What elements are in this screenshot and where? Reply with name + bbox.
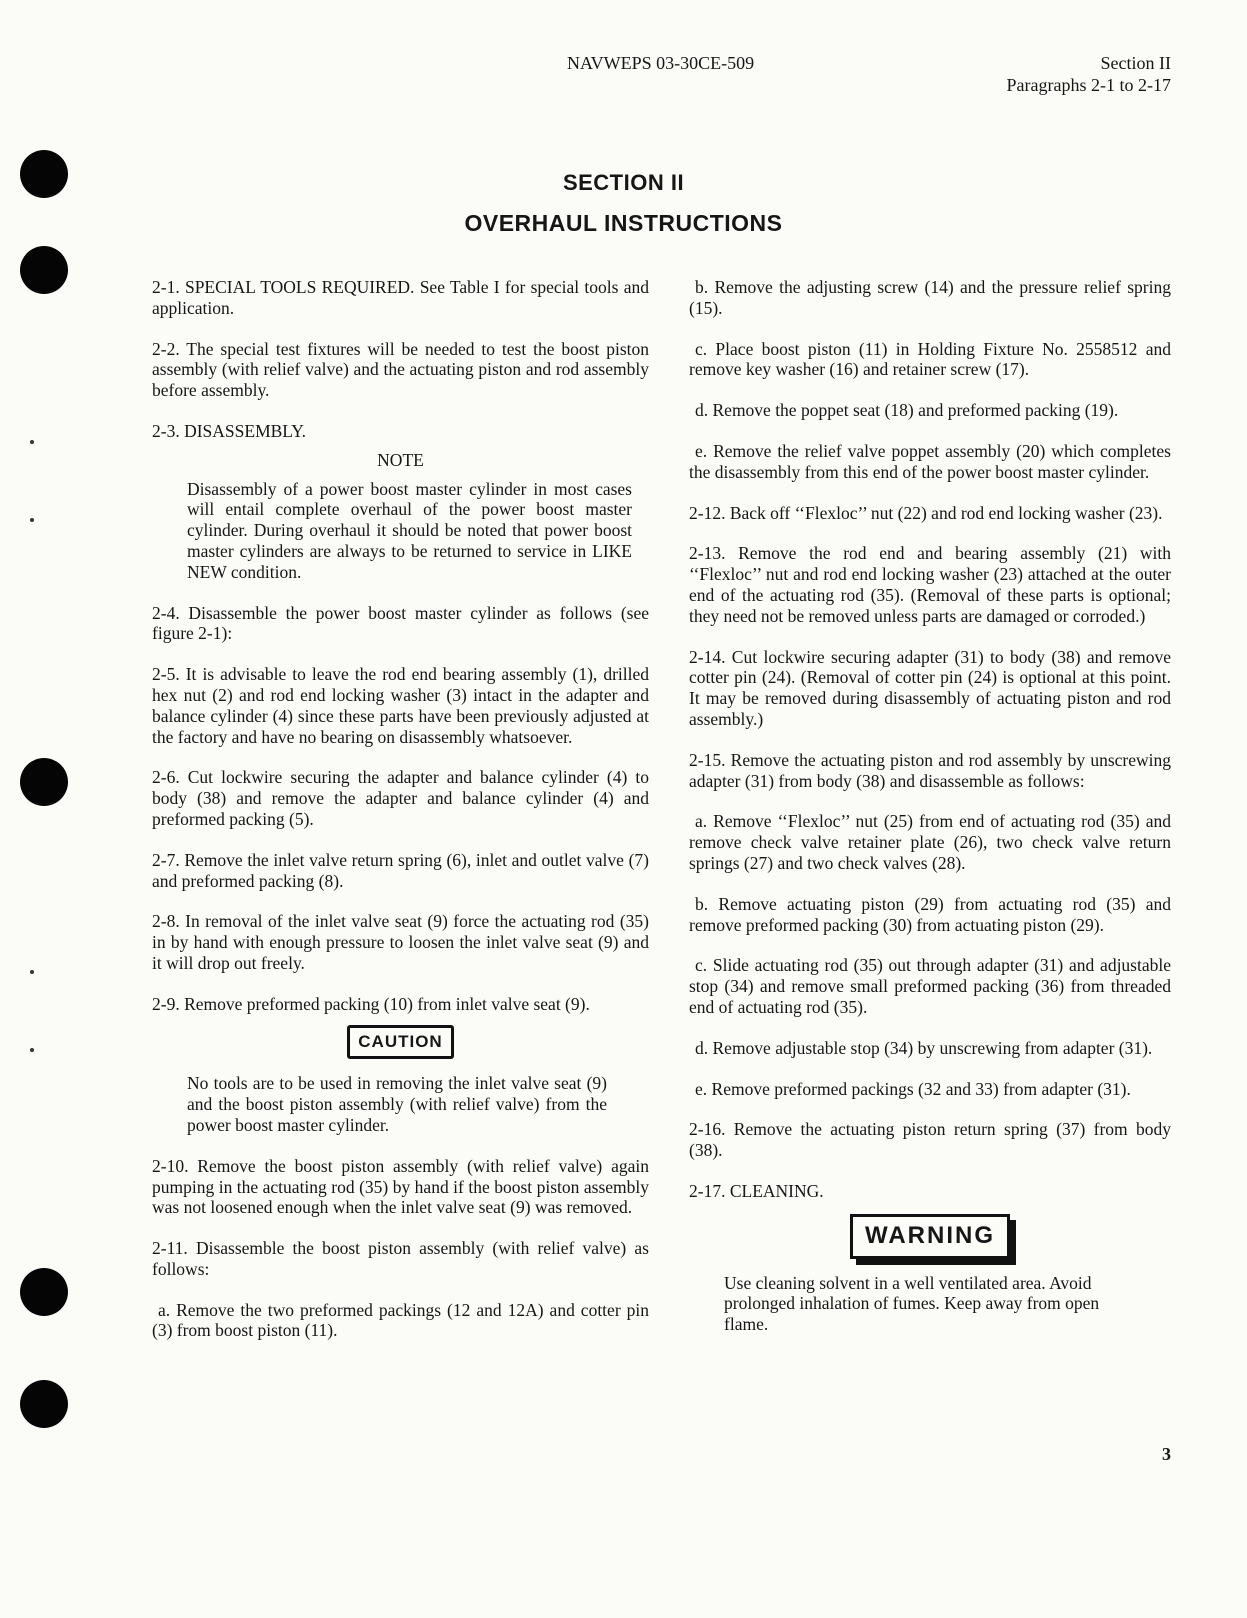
left-column bbox=[152, 277, 649, 1361]
para-2-5: 2-5. It is advisable to leave the rod end bearing assembly (1), drilled hex nut (2) and rod end locking washer (3) intact in the adapter and balance cylinder (4) since these parts have been previously adjusted at the factory and have no bearing on disassembly whatsoever. bbox=[152, 664, 649, 747]
margin-speck bbox=[30, 440, 34, 444]
running-head bbox=[1007, 52, 1171, 96]
para-2-15: 2-15. Remove the actuating piston and rod assembly by unscrewing adapter (31) from body (38) and disassemble as follows: bbox=[689, 749, 1171, 791]
para-2-14: 2-14. Cut lockwire securing adapter (31) to body (38) and remove cotter pin (24). (Removal of cotter pin (24) is optional at this point. It may be removed during disassembly of actuating piston and rod assembly.) bbox=[689, 646, 1171, 729]
warning-container bbox=[689, 1214, 1171, 1259]
para-2-10: 2-10. Remove the boost piston assembly (with relief valve) again pumping in the actuating rod (35) by hand if the boost piston assembly was not loosened enough when the inlet valve seat (9) was removed. bbox=[152, 1155, 649, 1218]
margin-speck bbox=[30, 970, 34, 974]
caution-label: CAUTION bbox=[347, 1025, 453, 1060]
binder-hole bbox=[20, 758, 68, 806]
para-2-11e: e. Remove the relief valve poppet assembly (20) which completes the disassembly from this end of the power boost master cylinder. bbox=[689, 440, 1171, 482]
binder-hole bbox=[20, 1380, 68, 1428]
margin-speck bbox=[30, 518, 34, 522]
para-2-8: 2-8. In removal of the inlet valve seat (9) force the actuating rod (35) in by hand with enough pressure to loosen the inlet valve seat (9) and it will drop out freely. bbox=[152, 911, 649, 973]
para-2-13: 2-13. Remove the rod end and bearing assembly (21) with ‘‘Flexloc’’ nut and rod end locking washer (23) attached at the outer end of the actuating rod (35). (Removal of these parts is optional; they need not be removed unless parts are damaged or corroded.) bbox=[689, 543, 1171, 626]
warning-body: Use cleaning solvent in a well ventilated area. Avoid prolonged inhalation of fumes. Keep away from open flame. bbox=[724, 1272, 1100, 1335]
margin-speck bbox=[30, 1048, 34, 1052]
para-2-15e: e. Remove preformed packings (32 and 33) from adapter (31). bbox=[695, 1078, 1131, 1099]
para-2-3: 2-3. DISASSEMBLY. bbox=[152, 420, 306, 441]
page-title: OVERHAUL INSTRUCTIONS bbox=[464, 210, 783, 236]
para-2-15a: a. Remove ‘‘Flexloc’’ nut (25) from end of actuating rod (35) and remove check valve retainer plate (26), two check valve return springs (27) and two check valves (28). bbox=[689, 811, 1171, 873]
binder-hole bbox=[20, 246, 68, 294]
para-2-9: 2-9. Remove preformed packing (10) from inlet valve seat (9). bbox=[152, 993, 590, 1014]
para-2-11c: c. Place boost piston (11) in Holding Fixture No. 2558512 and remove key washer (16) and retainer screw (17). bbox=[689, 338, 1171, 380]
para-2-12: 2-12. Back off ‘‘Flexloc’’ nut (22) and rod end locking washer (23). bbox=[689, 502, 1163, 523]
para-2-15b: b. Remove actuating piston (29) from actuating rod (35) and remove preformed packing (30) from actuating piston (29). bbox=[689, 893, 1171, 935]
para-2-16: 2-16. Remove the actuating piston return spring (37) from body (38). bbox=[689, 1119, 1171, 1161]
para-2-11a: a. Remove the two preformed packings (12 and 12A) and cotter pin (3) from boost piston (11). bbox=[152, 1299, 649, 1341]
right-column bbox=[689, 277, 1171, 1335]
para-2-2: 2-2. The special test fixtures will be needed to test the boost piston assembly (with relief valve) and the actuating piston and rod assembly before assembly. bbox=[152, 338, 649, 401]
para-2-4: 2-4. Disassemble the power boost master cylinder as follows (see figure 2-1): bbox=[152, 602, 649, 644]
warning-label: WARNING bbox=[850, 1214, 1010, 1259]
section-title: SECTION II bbox=[562, 170, 685, 195]
para-2-11b: b. Remove the adjusting screw (14) and the pressure relief spring (15). bbox=[689, 277, 1171, 318]
para-2-11d: d. Remove the poppet seat (18) and preformed packing (19). bbox=[695, 400, 1119, 421]
note-heading: NOTE bbox=[377, 449, 424, 470]
binder-hole bbox=[20, 1268, 68, 1316]
para-2-15c: c. Slide actuating rod (35) out through adapter (31) and adjustable stop (34) and remove small preformed packing (36) from threaded end of actuating rod (35). bbox=[689, 955, 1171, 1017]
caution-body: No tools are to be used in removing the inlet valve seat (9) and the boost piston assembly (with relief valve) from the power boost master cylinder. bbox=[187, 1073, 607, 1135]
para-2-17: 2-17. CLEANING. bbox=[689, 1180, 824, 1201]
para-2-6: 2-6. Cut lockwire securing the adapter and balance cylinder (4) to body (38) and remove the adapter and balance cylinder (4) and preformed packing (5). bbox=[152, 767, 649, 829]
document-number: NAVWEPS 03-30CE-509 bbox=[567, 53, 755, 73]
para-2-15d: d. Remove adjustable stop (34) by unscrewing from adapter (31). bbox=[695, 1037, 1153, 1058]
note-body: Disassembly of a power boost master cylinder in most cases will entail complete overhaul of the power boost master cylinder. During overhaul it should be noted that power boost master cylinders are always to be returned to service in LIKE NEW condition. bbox=[187, 478, 632, 582]
caution-container bbox=[152, 1025, 649, 1060]
page-number: 3 bbox=[1162, 1444, 1171, 1464]
para-2-1: 2-1. SPECIAL TOOLS REQUIRED. See Table I for special tools and application. bbox=[152, 277, 649, 318]
para-2-7: 2-7. Remove the inlet valve return spring (6), inlet and outlet valve (7) and preformed packing (8). bbox=[152, 849, 649, 891]
para-2-11: 2-11. Disassemble the boost piston assembly (with relief valve) as follows: bbox=[152, 1238, 649, 1279]
section-label: Section II bbox=[1100, 53, 1171, 73]
paragraph-range: Paragraphs 2-1 to 2-17 bbox=[1006, 75, 1171, 95]
